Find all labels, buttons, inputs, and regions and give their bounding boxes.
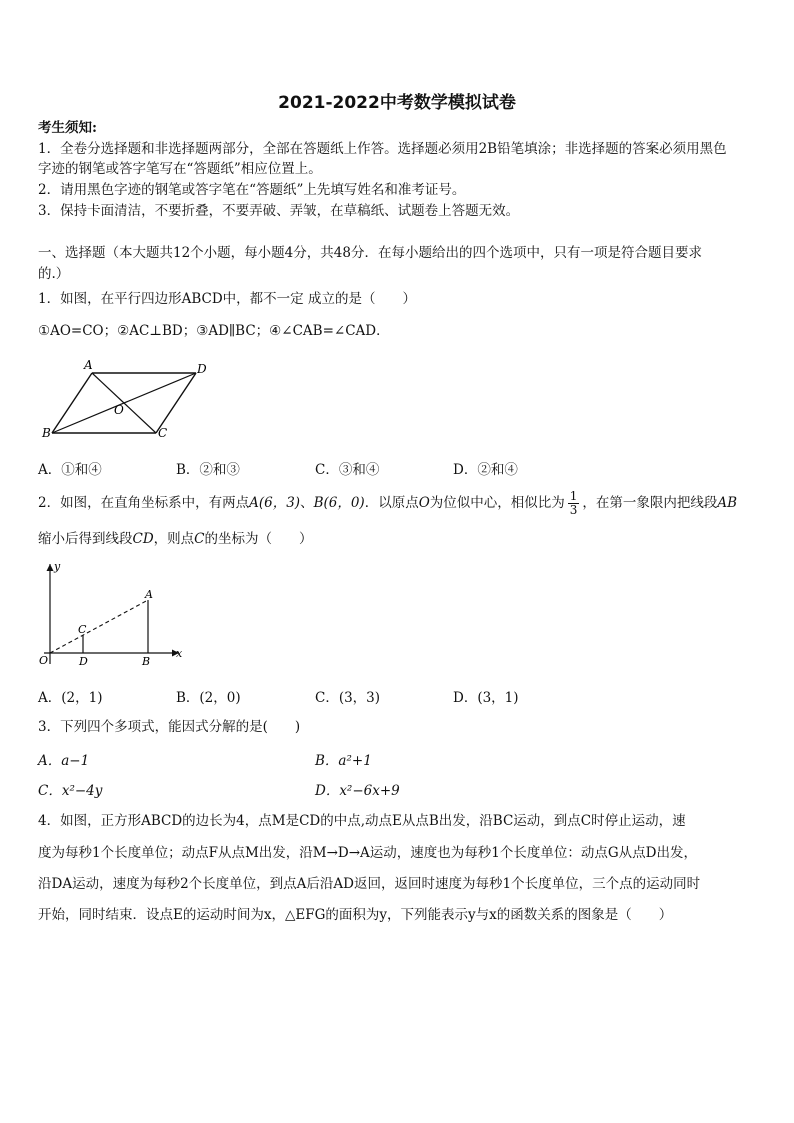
point-c: C — [194, 531, 205, 547]
edge-cd — [156, 373, 196, 433]
section-heading: 一、选择题（本大题共12个小题，每小题4分，共48分．在每小题给出的四个选项中，只有一项是符合题目要求 — [38, 245, 702, 261]
label-b: B — [142, 655, 151, 668]
label-x: x — [176, 647, 183, 660]
notice-line: 1．全卷分选择题和非选择题两部分，全部在答题纸上作答。选择题必须用2B铅笔填涂；非选择题的答案必须用黑色 — [38, 141, 727, 157]
segment-cd: CD — [132, 531, 154, 547]
q1-option-b[interactable]: B．②和③ — [176, 462, 240, 478]
label-o: O — [114, 403, 124, 417]
q1-option-c[interactable]: C．③和④ — [315, 462, 380, 478]
diagonal-bd — [52, 373, 196, 433]
q3-option-a[interactable]: A．a−1 — [38, 753, 90, 769]
notice-heading: 考生须知: — [38, 120, 97, 136]
q2-stem-line2: 缩小后得到线段CD，则点C的坐标为（ ） — [38, 531, 313, 547]
ratio-fraction: $\frac{1}{3}$ — [569, 489, 578, 517]
q4-stem-line: 开始，同时结束．设点E的运动时间为x，△EFG的面积为y，下列能表示y与x的函数关系的图象是（ ） — [38, 907, 673, 923]
q1-option-d[interactable]: D．②和④ — [453, 462, 518, 478]
point-b: B(6，0) — [313, 495, 365, 511]
label-o: O — [39, 654, 49, 667]
q2-option-a[interactable]: A．(2，1) — [38, 690, 103, 706]
q4-stem-line: 4．如图，正方形ABCD的边长为4，点M是CD的中点,动点E从点B出发，沿BC运动，到点C时停止运动，速 — [38, 813, 686, 829]
q3-option-d[interactable]: D．x²−6x+9 — [315, 783, 400, 799]
label-b: B — [42, 426, 51, 440]
label-d: D — [79, 655, 88, 668]
notice-line: 2．请用黑色字迹的钢笔或答字笔在“答题纸”上先填写姓名和准考证号。 — [38, 182, 466, 198]
label-c: C — [78, 623, 87, 636]
q3-option-c[interactable]: C．x²−4y — [38, 783, 103, 799]
section-heading-cont: 的.） — [38, 266, 70, 282]
segment-ab: AB — [717, 495, 738, 511]
q1-stem: 1．如图，在平行四边形ABCD中，都不一定 成立的是（ ） — [38, 291, 416, 307]
origin-o: O — [418, 495, 430, 511]
dashed-line-oa — [50, 600, 148, 653]
q3-option-b[interactable]: B．a²+1 — [315, 753, 372, 769]
q1-option-a[interactable]: A．①和④ — [38, 462, 102, 478]
edge-ab — [52, 373, 92, 433]
label-a: A — [84, 358, 93, 372]
q4-stem-line: 沿DA运动，速度为每秒2个长度单位，到点A后沿AD返回，返回时速度为每秒1个长度单位，三个点的运动同时 — [38, 876, 701, 892]
label-y: y — [54, 560, 61, 573]
notice-line: 3．保持卡面清洁，不要折叠，不要弄破、弄皱，在草稿纸、试题卷上答题无效。 — [38, 203, 520, 219]
q1-conditions: ①AO=CO；②AC⊥BD；③AD∥BC；④∠CAB=∠CAD． — [38, 323, 390, 339]
q2-option-c[interactable]: C．(3，3) — [315, 690, 381, 706]
q1-parallelogram-figure — [36, 355, 216, 445]
label-d: D — [197, 362, 207, 376]
q3-stem: 3．下列四个多项式，能因式分解的是( ) — [38, 719, 301, 735]
q2-option-b[interactable]: B．(2，0) — [176, 690, 241, 706]
q2-option-d[interactable]: D．(3，1) — [453, 690, 519, 706]
page-title: 2021-2022中考数学模拟试卷 — [278, 93, 516, 113]
label-c: C — [158, 426, 168, 440]
q2-stem: 2．如图，在直角坐标系中，有两点A(6，3)、B(6，0)．以原点O为位似中心，相似比为 $\frac{1}{3}$ ，在第一象限内把线段AB — [38, 489, 738, 517]
notice-line: 字迹的钢笔或答字笔写在“答题纸”相应位置上。 — [38, 161, 322, 177]
q2-coordinate-figure — [36, 558, 196, 670]
q4-stem-line: 度为每秒1个长度单位；动点F从点M出发，沿M→D→A运动，速度也为每秒1个长度单位：动点G从点D出发， — [38, 845, 697, 861]
label-a: A — [145, 588, 153, 601]
point-a: A(6，3) — [249, 495, 301, 511]
